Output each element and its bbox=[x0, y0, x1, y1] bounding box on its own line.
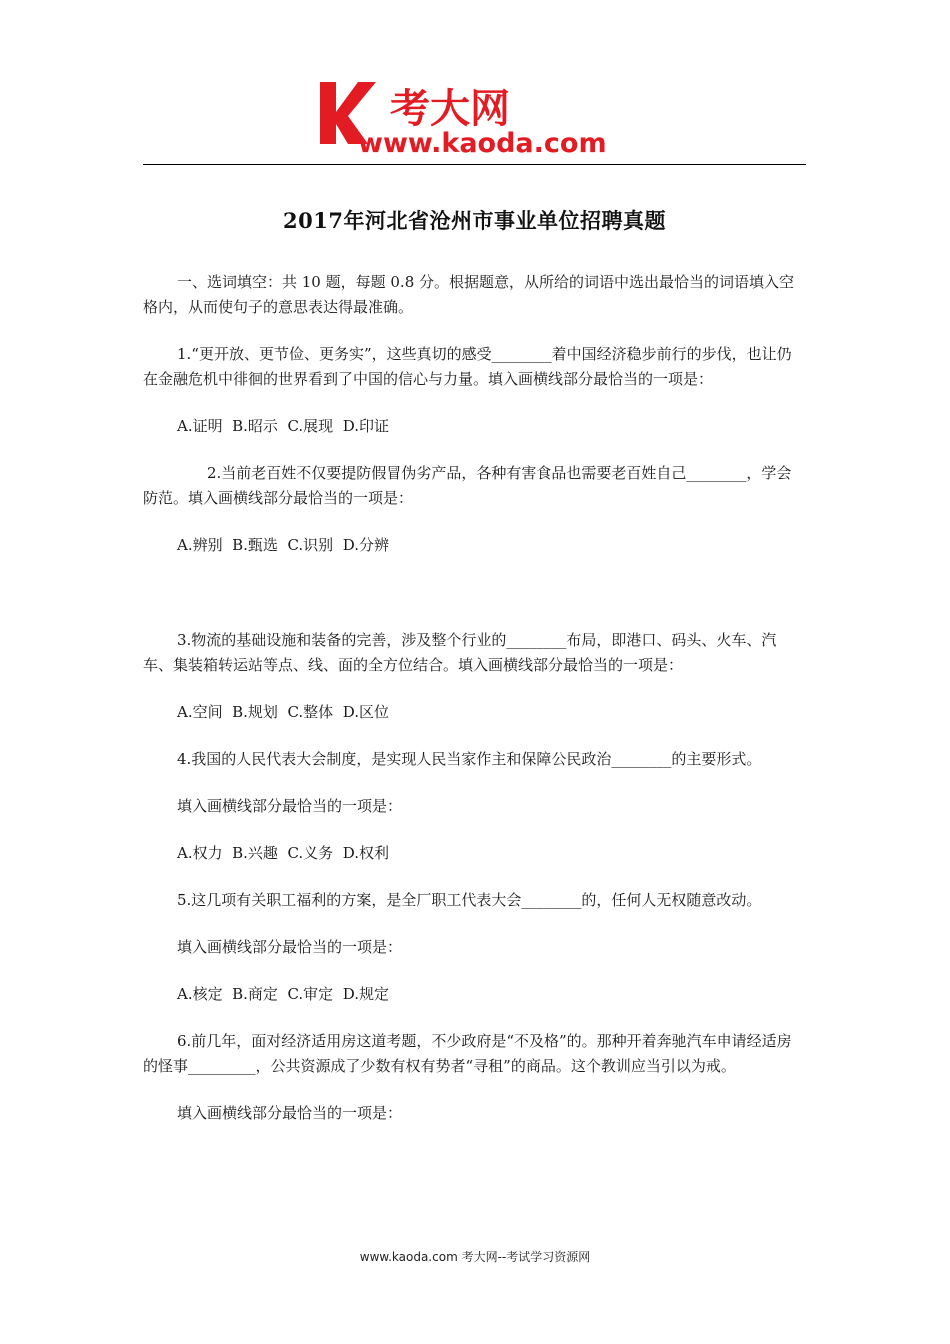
question-5-options: A.核定 B.商定 C.审定 D.规定 bbox=[177, 985, 389, 1003]
question-6-text: 6.前几年，面对经济适用房这道考题，不少政府是“不及格”的。那种开着奔驰汽车申请经适房的怪事_________，公共资源成了少数有权有势者“寻租”的商品。这个教训应当引以为戒。 bbox=[143, 1032, 792, 1075]
logo-brand-text: 考大网 bbox=[390, 86, 510, 132]
kaoda-logo-graphic bbox=[318, 78, 638, 158]
question-1-text: 1.“更开放、更节俭、更务实”，这些真切的感受________着中国经济稳步前行的步伐，也让仍在金融危机中徘徊的世界看到了中国的信心与力量。填入画横线部分最恰当的一项是： bbox=[143, 345, 792, 388]
question-2-options: A.辨别 B.甄选 C.识别 D.分辨 bbox=[177, 536, 389, 554]
question-4-text: 4.我国的人民代表大会制度，是实现人民当家作主和保障公民政治________的主要形式。 bbox=[177, 750, 762, 768]
question-4-prompt: 填入画横线部分最恰当的一项是： bbox=[177, 797, 403, 815]
page-title: 2017年河北省沧州市事业单位招聘真题 bbox=[283, 208, 666, 233]
question-5-prompt: 填入画横线部分最恰当的一项是： bbox=[177, 938, 403, 956]
question-1-options: A.证明 B.昭示 C.展现 D.印证 bbox=[177, 417, 389, 435]
question-3-text: 3.物流的基础设施和装备的完善，涉及整个行业的________布局，即港口、码头、火车、汽车、集装箱转运站等点、线、面的全方位结合。填入画横线部分最恰当的一项是： bbox=[143, 631, 777, 674]
question-5-text: 5.这几项有关职工福利的方案，是全厂职工代表大会________的，任何人无权随意改动。 bbox=[177, 891, 762, 909]
document-body bbox=[143, 270, 806, 1126]
kaoda-logo bbox=[318, 78, 638, 158]
page-footer: www.kaoda.com 考大网--考试学习资源网 bbox=[359, 1250, 591, 1264]
question-2-text: 2.当前老百姓不仅要提防假冒伪劣产品，各种有害食品也需要老百姓自己________，学会防范。填入画横线部分最恰当的一项是： bbox=[143, 464, 792, 507]
question-6-prompt: 填入画横线部分最恰当的一项是： bbox=[177, 1104, 403, 1122]
question-4-options: A.权力 B.兴趣 C.义务 D.权利 bbox=[177, 844, 389, 862]
header-divider bbox=[143, 164, 806, 165]
question-3-options: A.空间 B.规划 C.整体 D.区位 bbox=[177, 703, 389, 721]
logo-url-text: www.kaoda.com bbox=[358, 128, 607, 158]
section-intro: 一、选词填空：共 10 题，每题 0.8 分。根据题意，从所给的词语中选出最恰当的词语填入空格内，从而使句子的意思表达得最准确。 bbox=[143, 273, 795, 316]
